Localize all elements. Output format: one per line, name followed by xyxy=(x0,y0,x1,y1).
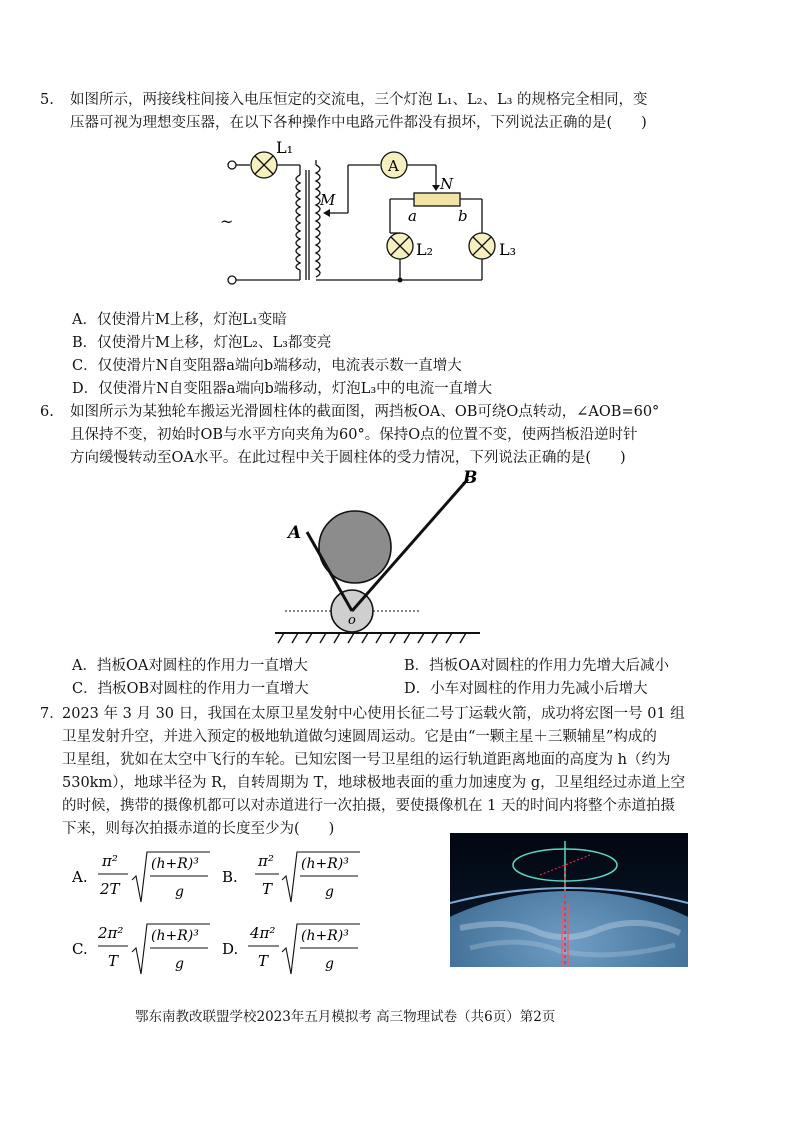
q5-option-d: D．仅使滑片N自变阻器a端向b端移动，灯泡L₃中的电流一直增大 xyxy=(72,381,493,397)
q5-option-b: B．仅使滑片M上移，灯泡L₂、L₃都变亮 xyxy=(72,335,332,351)
opt-d-letter: D. xyxy=(222,940,239,958)
q6-option-b: B．挡板OA对圆柱的作用力先增大后减小 xyxy=(404,658,670,674)
opt-c-rad-den: g xyxy=(175,956,184,972)
label-l1: L₁ xyxy=(276,138,294,157)
terminal-bottom xyxy=(228,276,236,284)
q7-stem-line-5: 的时候，携带的摄像机都可以对赤道进行一次拍摄，要使摄像机在 1 天的时间内将整个赤道拍摄 xyxy=(62,798,675,814)
opt-a-num: π² xyxy=(102,852,118,870)
q5-option-c: C．仅使滑片N自变阻器a端向b端移动，电流表示数一直增大 xyxy=(72,358,462,374)
q7-stem-line-1: 2023 年 3 月 30 日，我国在太原卫星发射中心使用长征二号丁运载火箭，成功将宏图一号 01 组 xyxy=(62,706,685,722)
rheostat xyxy=(414,193,460,206)
label-n: N xyxy=(440,175,454,193)
label-l2: L₂ xyxy=(416,240,434,259)
label-o: o xyxy=(348,613,356,628)
label-ammeter: A xyxy=(388,157,399,175)
q6-stem-line-3: 方向缓慢转动至OA水平。在此过程中关于圆柱体的受力情况，下列说法正确的是( ) xyxy=(70,450,626,466)
q6-option-c: C．挡板OB对圆柱的作用力一直增大 xyxy=(72,681,309,697)
terminal-top xyxy=(228,161,236,169)
page-footer: 鄂东南教改联盟学校2023年五月模拟考 高三物理试卷（共6页）第2页 xyxy=(135,1009,556,1025)
opt-a-letter: A. xyxy=(72,868,88,886)
q6-number: 6. xyxy=(40,404,54,420)
q6-option-d: D．小车对圆柱的作用力先减小后增大 xyxy=(404,681,648,697)
opt-d-rad-den: g xyxy=(325,956,334,972)
label-a: a xyxy=(408,207,417,225)
opt-a-den: 2T xyxy=(100,880,120,898)
opt-c-den: T xyxy=(108,952,119,970)
q7-option-b xyxy=(222,846,372,912)
q7-stem-line-2: 卫星发射升空，并进入预定的极地轨道做匀速圆周运动。它是由“一颗主星＋三颗辅星”构成的 xyxy=(62,729,657,745)
label-ac-source: ~ xyxy=(220,212,234,231)
opt-d-rad-num: (h+R)³ xyxy=(301,928,349,944)
label-m: M xyxy=(320,191,336,209)
opt-b-rad-num: (h+R)³ xyxy=(301,856,349,872)
q7-option-c xyxy=(72,918,222,984)
label-l3: L₃ xyxy=(499,240,517,259)
opt-a-rad-den: g xyxy=(175,884,184,900)
opt-d-num: 4π² xyxy=(250,924,276,942)
q5-stem-line-1: 如图所示，两接线柱间接入电压恒定的交流电，三个灯泡 L₁、L₂、L₃ 的规格完全相同，变 xyxy=(70,92,648,108)
q6-cart-diagram xyxy=(270,465,500,645)
opt-b-den: T xyxy=(262,880,273,898)
q6-stem-line-1: 如图所示为某独轮车搬运光滑圆柱体的截面图，两挡板OA、OB可绕O点转动，∠AOB=60° xyxy=(70,404,660,420)
q5-number: 5. xyxy=(40,92,54,108)
q6-option-a: A．挡板OA对圆柱的作用力一直增大 xyxy=(72,658,308,674)
opt-b-rad-den: g xyxy=(325,884,334,900)
label-b: B xyxy=(463,468,478,488)
opt-b-num: π² xyxy=(258,852,274,870)
opt-c-num: 2π² xyxy=(98,924,124,942)
opt-d-den: T xyxy=(258,952,269,970)
opt-c-rad-num: (h+R)³ xyxy=(151,928,199,944)
label-b: b xyxy=(458,207,468,225)
q7-stem-line-4: 530km），地球半径为 R，自转周期为 T，地球极地表面的重力加速度为 g，卫星组经过赤道上空 xyxy=(62,775,686,791)
q5-circuit-diagram xyxy=(220,135,540,295)
q5-option-a: A．仅使滑片M上移，灯泡L₁变暗 xyxy=(72,312,287,328)
opt-a-rad-num: (h+R)³ xyxy=(151,856,199,872)
q7-option-a xyxy=(72,846,222,912)
q7-stem-line-6: 下来，则每次拍摄赤道的长度至少为( ) xyxy=(62,821,335,837)
q5-stem-line-2: 压器可视为理想变压器，在以下各种操作中电路元件都没有损坏，下列说法正确的是( ) xyxy=(70,115,647,131)
earth-satellite-image xyxy=(450,833,688,967)
q7-stem-line-3: 卫星组，犹如在太空中飞行的车轮。已知宏图一号卫星组的运行轨道距离地面的高度为 h（约为 xyxy=(62,752,671,768)
q7-option-d xyxy=(222,918,372,984)
opt-c-letter: C. xyxy=(72,940,88,958)
q6-stem-line-2: 且保持不变，初始时OB与水平方向夹角为60°。保持O点的位置不变，使两挡板沿逆时针 xyxy=(70,427,638,443)
label-a: A xyxy=(288,523,302,543)
q7-number: 7． xyxy=(40,706,64,722)
opt-b-letter: B. xyxy=(222,868,238,886)
